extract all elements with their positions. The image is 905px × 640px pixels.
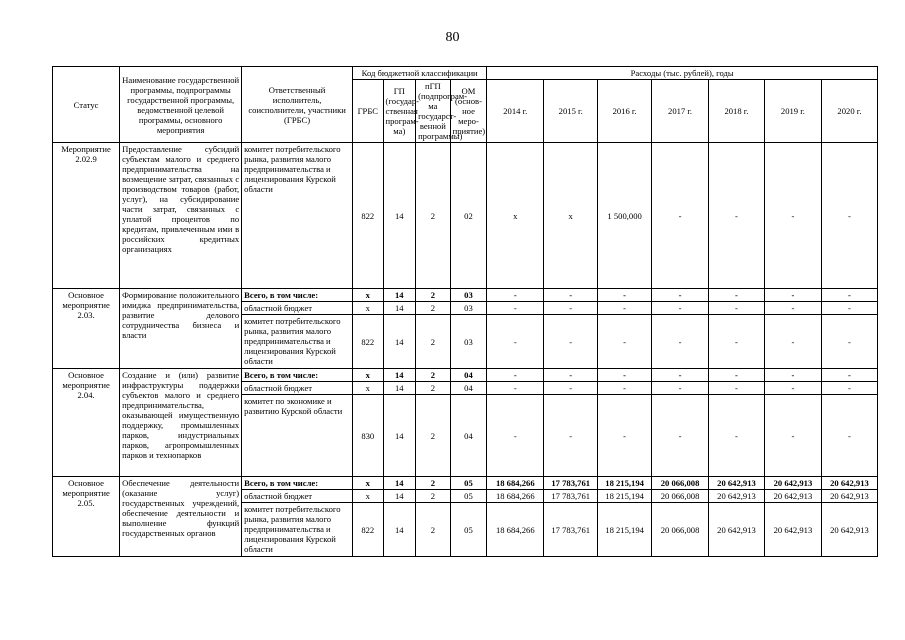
expense-value-cell: 18 215,194 — [598, 477, 652, 490]
grbs-code-cell: 822 — [353, 315, 384, 369]
pgp-code-cell: 2 — [416, 143, 451, 289]
expense-value-cell: - — [821, 395, 877, 477]
grbs-code-cell: 822 — [353, 143, 384, 289]
header-year: 2017 г. — [652, 80, 709, 143]
header-expenses-group: Расходы (тыс. рублей), годы — [487, 67, 878, 80]
expense-value-cell: 18 215,194 — [598, 503, 652, 557]
responsible-cell: комитет по экономике и развитию Курской области — [242, 395, 353, 477]
grbs-code-cell: х — [353, 289, 384, 302]
gp-code-cell: 14 — [383, 490, 416, 503]
expense-value-cell: 20 642,913 — [709, 503, 765, 557]
om-code-cell: 04 — [450, 382, 487, 395]
expense-value-cell: 20 642,913 — [821, 490, 877, 503]
gp-code-cell: 14 — [383, 395, 416, 477]
grbs-code-cell: х — [353, 477, 384, 490]
expense-value-cell: - — [821, 369, 877, 382]
header-grbs: ГРБС — [353, 80, 384, 143]
responsible-cell: комитет потребительского рынка, развития малого предпринимательства и лицензирования Курской области — [242, 503, 353, 557]
om-code-cell: 04 — [450, 369, 487, 382]
expense-value-cell: - — [544, 302, 598, 315]
responsible-cell: Всего, в том числе: — [242, 369, 353, 382]
expense-value-cell: - — [598, 382, 652, 395]
expense-value-cell: - — [652, 369, 709, 382]
expense-value-cell: 1 500,000 — [598, 143, 652, 289]
expense-value-cell: - — [544, 289, 598, 302]
om-code-cell: 03 — [450, 315, 487, 369]
om-code-cell: 03 — [450, 289, 487, 302]
status-cell: Основное мероприятие 2.03. — [53, 289, 120, 369]
expense-value-cell: 20 642,913 — [764, 477, 821, 490]
expense-value-cell: 20 642,913 — [709, 490, 765, 503]
expense-value-cell: 17 783,761 — [544, 490, 598, 503]
gp-code-cell: 14 — [383, 289, 416, 302]
pgp-code-cell: 2 — [416, 369, 451, 382]
table-row — [53, 143, 878, 289]
expense-value-cell: - — [652, 302, 709, 315]
measure-name-cell: Предоставление субсидий субъектам малого и среднего предпринимательства на возмещение затрат, связанных с производством товаров (работ, услуг), на субсидирование части затрат, связанных с уплатой процентов по кредитам, привлеченным ими в российских кредитных организациях — [120, 143, 242, 289]
header-name: Наименование государственной программы, подпрограммы государственной программы, ведомственной целевой программы, основного мероприятия — [120, 67, 242, 143]
grbs-code-cell: х — [353, 302, 384, 315]
pgp-code-cell: 2 — [416, 382, 451, 395]
expense-value-cell: - — [709, 369, 765, 382]
page-number: 80 — [445, 30, 460, 45]
expense-value-cell: 20 642,913 — [709, 477, 765, 490]
expense-value-cell: - — [709, 302, 765, 315]
expense-value-cell: - — [764, 315, 821, 369]
measure-name-cell: Создание и (или) развитие инфраструктуры поддержки субъектов малого и среднего предпринимательства, оказывающей имущественную поддержку, промышленных парков, индустриальных парков, агропромышленных парков и технопарков — [120, 369, 242, 477]
expense-value-cell: 20 642,913 — [764, 503, 821, 557]
expense-value-cell: - — [764, 143, 821, 289]
gp-code-cell: 14 — [383, 315, 416, 369]
expense-value-cell: 18 684,266 — [487, 490, 544, 503]
gp-code-cell: 14 — [383, 382, 416, 395]
expense-value-cell: 20 066,008 — [652, 503, 709, 557]
expense-value-cell: - — [709, 143, 765, 289]
om-code-cell: 05 — [450, 503, 487, 557]
om-code-cell: 02 — [450, 143, 487, 289]
expense-value-cell: 18 215,194 — [598, 490, 652, 503]
grbs-code-cell: х — [353, 382, 384, 395]
grbs-code-cell: 830 — [353, 395, 384, 477]
expense-value-cell: - — [544, 382, 598, 395]
header-code-group: Код бюджетной классификации — [353, 67, 487, 80]
gp-code-cell: 14 — [383, 503, 416, 557]
expense-value-cell: - — [821, 143, 877, 289]
gp-code-cell: 14 — [383, 477, 416, 490]
expense-value-cell: - — [764, 369, 821, 382]
header-pgp: пГП (подпрограм-ма государст-венной программы) — [416, 80, 451, 143]
header-status: Статус — [53, 67, 120, 143]
header-om: ОМ (основ-ное меро-приятие) — [450, 80, 487, 143]
expense-value-cell: - — [652, 382, 709, 395]
expense-value-cell: - — [487, 369, 544, 382]
expense-value-cell: 17 783,761 — [544, 503, 598, 557]
om-code-cell: 03 — [450, 302, 487, 315]
responsible-cell: Всего, в том числе: — [242, 477, 353, 490]
expense-value-cell: - — [598, 302, 652, 315]
expense-value-cell: - — [544, 315, 598, 369]
expense-value-cell: - — [598, 395, 652, 477]
expense-value-cell: - — [598, 289, 652, 302]
gp-code-cell: 14 — [383, 143, 416, 289]
expense-value-cell: 18 684,266 — [487, 477, 544, 490]
pgp-code-cell: 2 — [416, 315, 451, 369]
expense-value-cell: - — [487, 302, 544, 315]
responsible-cell: областной бюджет — [242, 382, 353, 395]
header-year: 2015 г. — [544, 80, 598, 143]
responsible-cell: областной бюджет — [242, 490, 353, 503]
expense-value-cell: - — [709, 315, 765, 369]
gp-code-cell: 14 — [383, 302, 416, 315]
header-year: 2019 г. — [764, 80, 821, 143]
header-year: 2020 г. — [821, 80, 877, 143]
expense-value-cell: 18 684,266 — [487, 503, 544, 557]
expense-value-cell: - — [487, 395, 544, 477]
grbs-code-cell: х — [353, 490, 384, 503]
expense-value-cell: 20 066,008 — [652, 477, 709, 490]
header-year: 2014 г. — [487, 80, 544, 143]
expense-value-cell: - — [652, 143, 709, 289]
expense-value-cell: - — [821, 289, 877, 302]
expense-value-cell: - — [821, 315, 877, 369]
header-gp: ГП (государ-ственная програм-ма) — [383, 80, 416, 143]
expense-value-cell: - — [652, 289, 709, 302]
status-cell: Основное мероприятие 2.05. — [53, 477, 120, 557]
om-code-cell: 05 — [450, 490, 487, 503]
expense-value-cell: - — [709, 395, 765, 477]
om-code-cell: 05 — [450, 477, 487, 490]
gp-code-cell: 14 — [383, 369, 416, 382]
header-responsible: Ответственный исполнитель, соисполнители, участники (ГРБС) — [242, 67, 353, 143]
expense-value-cell: - — [598, 369, 652, 382]
expense-value-cell: - — [487, 382, 544, 395]
measure-name-cell: Обеспечение деятельности (оказание услуг) государственных учреждений, обеспечение деятельности и выполнение функций государственных органов — [120, 477, 242, 557]
table-row — [53, 289, 878, 302]
expense-value-cell: - — [544, 369, 598, 382]
expense-value-cell: x — [487, 143, 544, 289]
measure-name-cell: Формирование положительного имиджа предпринимательства, развитие делового сотрудничества бизнеса и власти — [120, 289, 242, 369]
expense-value-cell: - — [544, 395, 598, 477]
responsible-cell: Всего, в том числе: — [242, 289, 353, 302]
pgp-code-cell: 2 — [416, 503, 451, 557]
expense-value-cell: - — [764, 302, 821, 315]
grbs-code-cell: 822 — [353, 503, 384, 557]
expense-value-cell: - — [764, 395, 821, 477]
status-cell: Мероприятие 2.02.9 — [53, 143, 120, 289]
header-year: 2018 г. — [709, 80, 765, 143]
pgp-code-cell: 2 — [416, 490, 451, 503]
table-body — [53, 143, 878, 557]
header-year: 2016 г. — [598, 80, 652, 143]
pgp-code-cell: 2 — [416, 395, 451, 477]
table-row — [53, 369, 878, 382]
pgp-code-cell: 2 — [416, 289, 451, 302]
expense-value-cell: - — [487, 289, 544, 302]
expense-value-cell: x — [544, 143, 598, 289]
expense-value-cell: - — [821, 302, 877, 315]
grbs-code-cell: х — [353, 369, 384, 382]
pgp-code-cell: 2 — [416, 477, 451, 490]
expense-value-cell: - — [652, 395, 709, 477]
status-cell: Основное мероприятие 2.04. — [53, 369, 120, 477]
expense-value-cell: - — [709, 382, 765, 395]
expense-value-cell: - — [821, 382, 877, 395]
expense-value-cell: 20 642,913 — [764, 490, 821, 503]
expense-value-cell: 17 783,761 — [544, 477, 598, 490]
table-header — [53, 67, 878, 143]
expense-value-cell: - — [652, 315, 709, 369]
om-code-cell: 04 — [450, 395, 487, 477]
budget-table — [52, 66, 878, 557]
expense-value-cell: - — [598, 315, 652, 369]
expense-value-cell: - — [764, 289, 821, 302]
table-row — [53, 477, 878, 490]
expense-value-cell: 20 642,913 — [821, 503, 877, 557]
responsible-cell: областной бюджет — [242, 302, 353, 315]
expense-value-cell: 20 642,913 — [821, 477, 877, 490]
responsible-cell: комитет потребительского рынка, развития малого предпринимательства и лицензирования Курской области — [242, 315, 353, 369]
expense-value-cell: - — [487, 315, 544, 369]
expense-value-cell: - — [709, 289, 765, 302]
responsible-cell: комитет потребительского рынка, развития малого предпринимательства и лицензирования Курской области — [242, 143, 353, 289]
expense-value-cell: 20 066,008 — [652, 490, 709, 503]
expense-value-cell: - — [764, 382, 821, 395]
pgp-code-cell: 2 — [416, 302, 451, 315]
